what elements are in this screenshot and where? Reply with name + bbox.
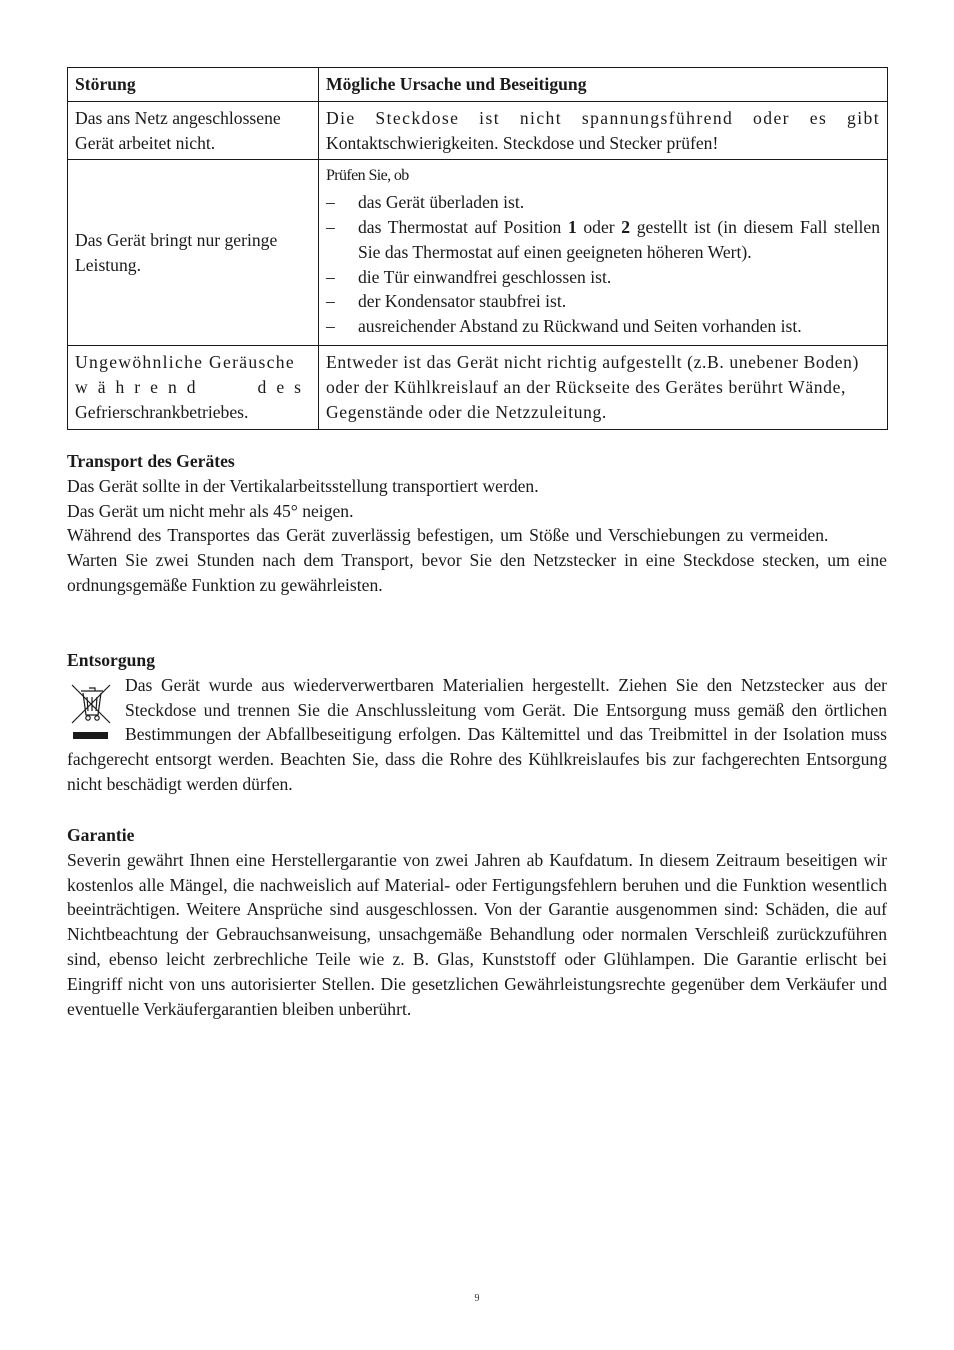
- list-item-text: das Gerät überladen ist.: [358, 192, 525, 213]
- list-item-text: gestellt ist (in diesem Fall stellen Sie das Thermostat auf einen geeigneten höheren Wert).: [358, 216, 880, 262]
- paragraph: Während des Transportes das Gerät zuverlässig befestigen, um Stöße und Verschiebungen zu vermeiden.: [67, 525, 829, 546]
- section-title: Garantie: [67, 825, 135, 845]
- problem-cell: [68, 346, 319, 429]
- problem-cell: Das Gerät bringt nur geringe Leistung.: [68, 160, 319, 346]
- paragraph: Severin gewährt Ihnen eine Herstellergarantie von zwei Jahren ab Kaufdatum. In diesem Zeitraum beseitigen wir kostenlos alle Mängel, die nachweislich auf Material- oder Fertigungsfehlern beruhen und die Funktion wesentlich beeinträchtigen. Weitere Ansprüche sind ausgeschlossen. Von der Garantie ausgenommen sind: Schäden, die auf Nichtbeachtung der Gebrauchsanweisung, unsachgemäße Behandlung oder normalen Verschleiß zurückzuführen sind, ebenso leicht zerbrechliche Teile wie z. B. Glas, Kunststoff oder Glühlampen. Die Garantie erlischt bei Eingriff nicht von uns autorisierter Stellen. Die gesetzlichen Gewährleistungsrechte gegenüber dem Verkäufer und eventuelle Verkäufergarantien bleiben unberührt.: [67, 849, 887, 1019]
- list-item: [326, 265, 880, 290]
- dash-bullet: –: [326, 192, 335, 213]
- problem-line-1: Ungewöhnliche Geräusche: [75, 352, 295, 373]
- disposal-body: [67, 673, 887, 797]
- column-header-cause: Mögliche Ursache und Beseitigung: [319, 68, 888, 102]
- dash-bullet: –: [326, 316, 335, 337]
- dash-bullet: –: [326, 291, 335, 312]
- warranty-section: [67, 823, 887, 1021]
- list-item-text: oder: [576, 216, 622, 237]
- column-header-problem: Störung: [68, 68, 319, 102]
- table-row: [68, 101, 888, 160]
- list-item-text: der Kondensator staubfrei ist.: [358, 291, 567, 312]
- problem-word: während: [75, 377, 206, 398]
- cause-line: [326, 106, 880, 131]
- list-item-text: die Tür einwandfrei geschlossen ist.: [358, 266, 612, 287]
- troubleshooting-table: [67, 67, 888, 430]
- table-row: [68, 346, 888, 429]
- paragraph: Warten Sie zwei Stunden nach dem Transport, bevor Sie den Netzstecker in eine Steckdose stecken, um eine ordnungsgemäße Funktion zu gewährleisten.: [67, 550, 887, 595]
- problem-word: des: [257, 377, 311, 398]
- table-row: [68, 160, 888, 346]
- list-item: [326, 289, 880, 314]
- problem-cell: Das ans Netz angeschlossene Gerät arbeitet nicht.: [68, 101, 319, 160]
- list-item-text: ausreichender Abstand zu Rückwand und Seiten vorhanden ist.: [358, 316, 802, 337]
- list-item-text: das Thermostat auf Position: [358, 216, 568, 237]
- document-page: [67, 67, 887, 1019]
- list-item: [326, 314, 880, 339]
- disposal-section: [67, 648, 887, 797]
- page-number: 9: [474, 1293, 480, 1304]
- list-item: [326, 215, 880, 265]
- list-item: [326, 190, 880, 215]
- paragraph: Das Gerät sollte in der Vertikalarbeitsstellung transportiert werden.: [67, 475, 539, 496]
- cause-line-2: Kontaktschwierigkeiten. Steckdose und Stecker prüfen!: [326, 132, 719, 153]
- paragraph: Das Gerät wurde aus wiederverwertbaren Materialien hergestellt. Ziehen Sie den Netzstecker aus der Steckdose und trennen Sie die Anschlussleitung vom Gerät. Die Entsorgung muss gemäß den örtlichen Bestimmungen der Abfallbeseitigung erfolgen. Das Kältemittel und das Treibmittel in der Isolation muss fachgerecht entsorgt werden. Beachten Sie, dass die Rohre des Kühlkreislaufes bis zur fachgerechten Entsorgung nicht beschädigt werden dürfen.: [67, 674, 887, 794]
- problem-line-2: [75, 375, 311, 400]
- cause-line-1: Die Steckdose ist nicht spannungsführend oder es gibt: [326, 107, 880, 128]
- section-title: Transport des Gerätes: [67, 451, 235, 471]
- cause-cell: [319, 101, 888, 160]
- check-list: [326, 190, 880, 339]
- section-title: Entsorgung: [67, 650, 155, 670]
- cause-cell: Entweder ist das Gerät nicht richtig aufgestellt (z.B. unebener Boden) oder der Kühlkreislauf an der Rückseite des Gerätes berührt Wände, Gegenstände oder die Netzzuleitung.: [319, 346, 888, 429]
- dash-bullet: –: [326, 266, 335, 287]
- position-2-value: 2: [621, 216, 631, 237]
- check-intro: Prüfen Sie, ob: [326, 167, 409, 185]
- dash-bullet: –: [326, 216, 335, 237]
- position-1-value: 1: [567, 216, 577, 237]
- crossed-out-wheelie-bin-icon: [67, 675, 117, 743]
- problem-line-3: Gefrierschrankbetriebes.: [75, 401, 249, 422]
- table-header-row: [68, 68, 888, 102]
- cause-cell: [319, 160, 888, 346]
- transport-section: [67, 449, 887, 598]
- paragraph: Das Gerät um nicht mehr als 45° neigen.: [67, 500, 354, 521]
